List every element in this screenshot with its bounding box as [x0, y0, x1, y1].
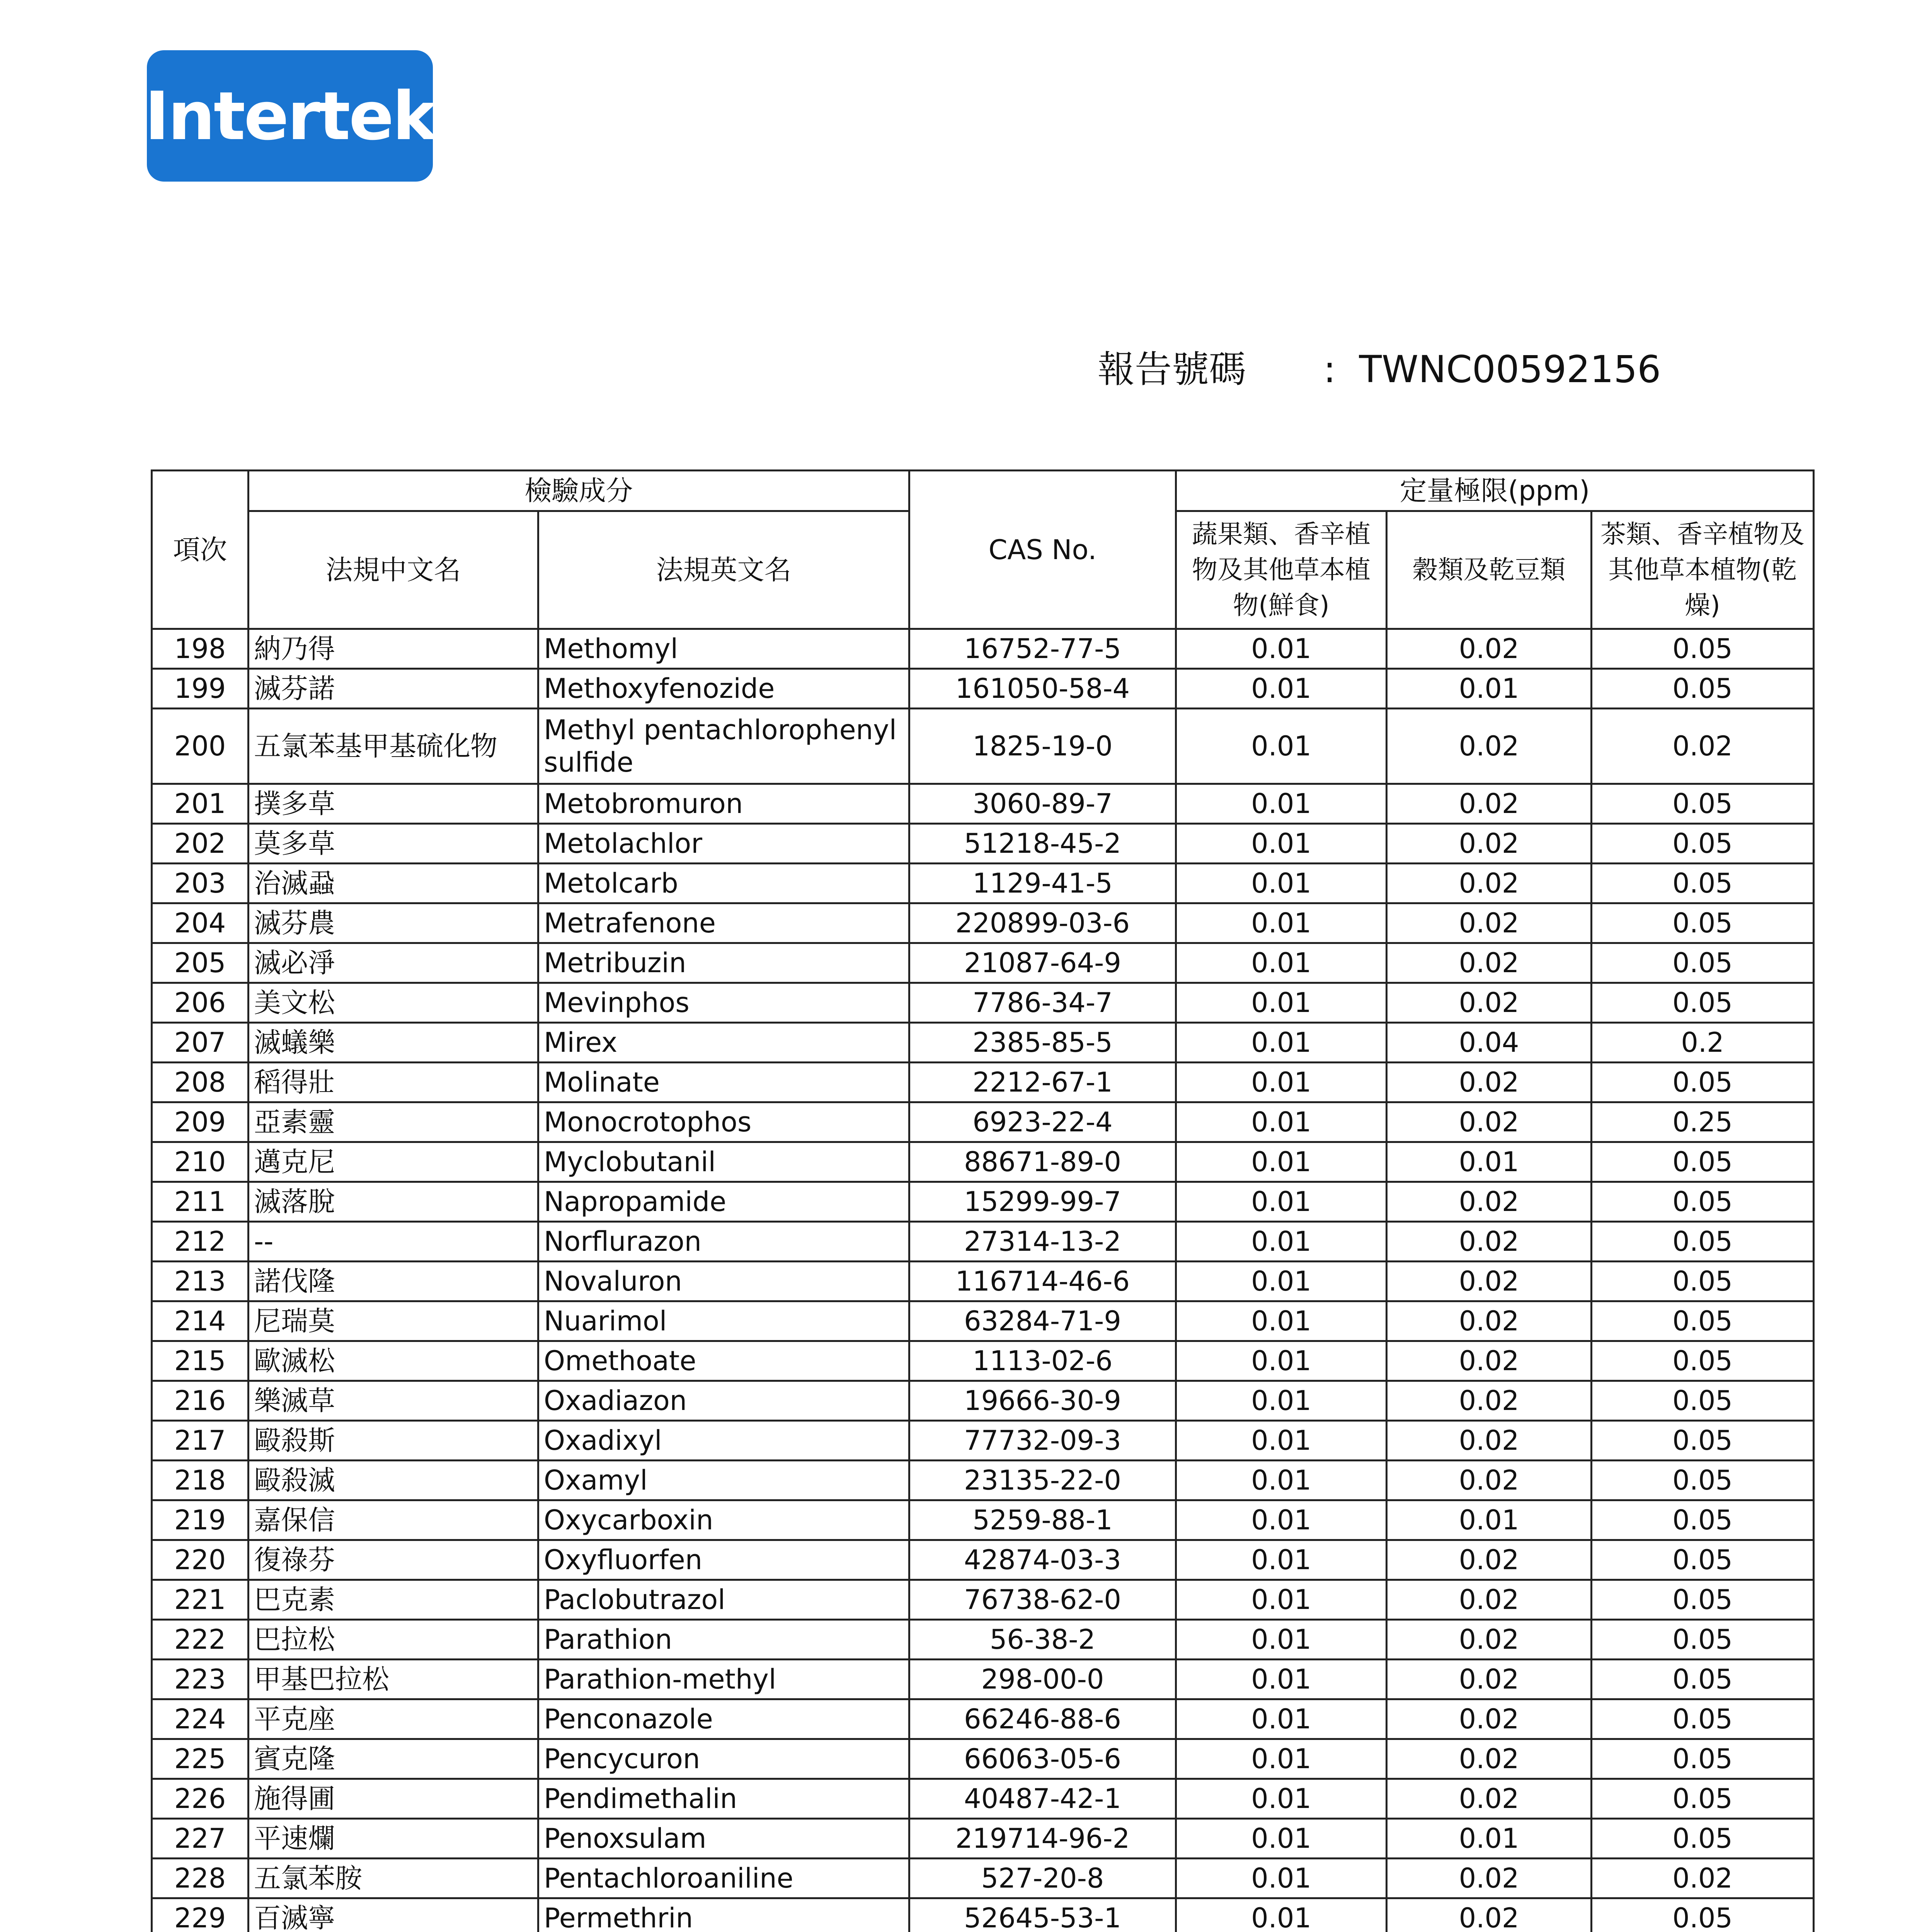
table-row	[152, 1142, 1814, 1182]
en-name: Metobromuron	[538, 784, 909, 824]
zh-name: 巴克素	[249, 1580, 538, 1620]
item-number: 227	[152, 1819, 249, 1859]
table-row	[152, 1500, 1814, 1540]
limit-tea: 0.05	[1592, 864, 1814, 903]
results-table	[151, 469, 1815, 1932]
table-row	[152, 1421, 1814, 1461]
limit-vegetables: 0.01	[1176, 1620, 1387, 1660]
item-number: 200	[152, 709, 249, 784]
zh-name: 五氯苯基甲基硫化物	[249, 709, 538, 784]
limit-vegetables: 0.01	[1176, 1699, 1387, 1739]
cas-number: 21087-64-9	[909, 943, 1176, 983]
limit-tea: 0.05	[1592, 1819, 1814, 1859]
en-name: Molinate	[538, 1063, 909, 1102]
limit-grains: 0.02	[1387, 1381, 1592, 1421]
cas-number: 66063-05-6	[909, 1739, 1176, 1779]
en-name: Metribuzin	[538, 943, 909, 983]
zh-name: 樂滅草	[249, 1381, 538, 1421]
limit-grains: 0.02	[1387, 1739, 1592, 1779]
table-row	[152, 1699, 1814, 1739]
limit-grains: 0.02	[1387, 1620, 1592, 1660]
item-number: 206	[152, 983, 249, 1023]
limit-vegetables: 0.01	[1176, 864, 1387, 903]
cas-number: 66246-88-6	[909, 1699, 1176, 1739]
header-quant-limit: 定量極限(ppm)	[1176, 471, 1814, 511]
limit-vegetables: 0.01	[1176, 1063, 1387, 1102]
limit-tea: 0.05	[1592, 784, 1814, 824]
header-test-component: 檢驗成分	[249, 471, 909, 511]
en-name: Omethoate	[538, 1341, 909, 1381]
limit-vegetables: 0.01	[1176, 1580, 1387, 1620]
item-number: 223	[152, 1660, 249, 1699]
limit-tea: 0.02	[1592, 709, 1814, 784]
limit-grains: 0.02	[1387, 1301, 1592, 1341]
limit-grains: 0.02	[1387, 1341, 1592, 1381]
en-name: Metolcarb	[538, 864, 909, 903]
limit-vegetables: 0.01	[1176, 943, 1387, 983]
limit-grains: 0.02	[1387, 1102, 1592, 1142]
table-row	[152, 1023, 1814, 1063]
cas-number: 1113-02-6	[909, 1341, 1176, 1381]
limit-grains: 0.02	[1387, 1262, 1592, 1301]
item-number: 224	[152, 1699, 249, 1739]
limit-tea: 0.05	[1592, 1341, 1814, 1381]
zh-name: 亞素靈	[249, 1102, 538, 1142]
limit-tea: 0.05	[1592, 1301, 1814, 1341]
zh-name: 美文松	[249, 983, 538, 1023]
en-name: Metolachlor	[538, 824, 909, 864]
limit-tea: 0.05	[1592, 824, 1814, 864]
cas-number: 527-20-8	[909, 1859, 1176, 1898]
cas-number: 77732-09-3	[909, 1421, 1176, 1461]
table-row	[152, 1540, 1814, 1580]
limit-vegetables: 0.01	[1176, 983, 1387, 1023]
limit-tea: 0.05	[1592, 903, 1814, 943]
report-number-value: TWNC00592156	[1359, 348, 1661, 391]
table-row	[152, 824, 1814, 864]
report-number-colon: :	[1323, 348, 1336, 391]
item-number: 213	[152, 1262, 249, 1301]
header-item: 項次	[152, 471, 249, 629]
header-zh-name: 法規中文名	[249, 511, 538, 629]
limit-tea: 0.2	[1592, 1023, 1814, 1063]
cas-number: 1825-19-0	[909, 709, 1176, 784]
item-number: 198	[152, 629, 249, 669]
limit-tea: 0.05	[1592, 1222, 1814, 1262]
table-row	[152, 709, 1814, 784]
limit-vegetables: 0.01	[1176, 1182, 1387, 1222]
limit-vegetables: 0.01	[1176, 1301, 1387, 1341]
en-name: Methomyl	[538, 629, 909, 669]
zh-name: 稻得壯	[249, 1063, 538, 1102]
zh-name: 嘉保信	[249, 1500, 538, 1540]
limit-vegetables: 0.01	[1176, 1500, 1387, 1540]
en-name: Paclobutrazol	[538, 1580, 909, 1620]
limit-vegetables: 0.01	[1176, 1102, 1387, 1142]
item-number: 203	[152, 864, 249, 903]
item-number: 205	[152, 943, 249, 983]
item-number: 207	[152, 1023, 249, 1063]
limit-grains: 0.02	[1387, 784, 1592, 824]
table-row	[152, 1381, 1814, 1421]
table-row	[152, 629, 1814, 669]
header-vegetables: 蔬果類、香辛植物及其他草本植物(鮮食)	[1176, 511, 1387, 629]
item-number: 208	[152, 1063, 249, 1102]
limit-vegetables: 0.01	[1176, 1262, 1387, 1301]
limit-tea: 0.05	[1592, 669, 1814, 709]
table-row	[152, 1262, 1814, 1301]
item-number: 215	[152, 1341, 249, 1381]
limit-grains: 0.02	[1387, 1222, 1592, 1262]
cas-number: 23135-22-0	[909, 1461, 1176, 1500]
cas-number: 116714-46-6	[909, 1262, 1176, 1301]
zh-name: 滅芬農	[249, 903, 538, 943]
header-tea: 茶類、香辛植物及其他草本植物(乾燥)	[1592, 511, 1814, 629]
limit-grains: 0.02	[1387, 1182, 1592, 1222]
item-number: 209	[152, 1102, 249, 1142]
zh-name: 滅芬諾	[249, 669, 538, 709]
cas-number: 63284-71-9	[909, 1301, 1176, 1341]
zh-name: 滅蟻樂	[249, 1023, 538, 1063]
item-number: 222	[152, 1620, 249, 1660]
table-row	[152, 983, 1814, 1023]
limit-vegetables: 0.01	[1176, 1461, 1387, 1500]
limit-tea: 0.05	[1592, 1779, 1814, 1819]
en-name: Oxamyl	[538, 1461, 909, 1500]
item-number: 221	[152, 1580, 249, 1620]
en-name: Oxycarboxin	[538, 1500, 909, 1540]
cas-number: 3060-89-7	[909, 784, 1176, 824]
table-row	[152, 784, 1814, 824]
limit-tea: 0.05	[1592, 1461, 1814, 1500]
header-en-name: 法規英文名	[538, 511, 909, 629]
limit-grains: 0.01	[1387, 1500, 1592, 1540]
en-name: Mirex	[538, 1023, 909, 1063]
en-name: Monocrotophos	[538, 1102, 909, 1142]
zh-name: 賓克隆	[249, 1739, 538, 1779]
cas-number: 15299-99-7	[909, 1182, 1176, 1222]
limit-tea: 0.05	[1592, 1620, 1814, 1660]
limit-grains: 0.02	[1387, 629, 1592, 669]
intertek-logo	[147, 50, 433, 182]
table-row	[152, 943, 1814, 983]
table-row	[152, 1341, 1814, 1381]
limit-tea: 0.05	[1592, 1182, 1814, 1222]
limit-vegetables: 0.01	[1176, 1381, 1387, 1421]
limit-grains: 0.02	[1387, 1421, 1592, 1461]
report-number-line	[1098, 340, 1661, 393]
table-row	[152, 1819, 1814, 1859]
limit-tea: 0.05	[1592, 1580, 1814, 1620]
limit-grains: 0.02	[1387, 1580, 1592, 1620]
en-name: Oxadiazon	[538, 1381, 909, 1421]
cas-number: 76738-62-0	[909, 1580, 1176, 1620]
zh-name: 歐滅松	[249, 1341, 538, 1381]
limit-tea: 0.05	[1592, 1063, 1814, 1102]
limit-vegetables: 0.01	[1176, 1898, 1387, 1932]
zh-name: 毆殺斯	[249, 1421, 538, 1461]
limit-vegetables: 0.01	[1176, 1023, 1387, 1063]
limit-grains: 0.02	[1387, 1461, 1592, 1500]
en-name: Penoxsulam	[538, 1819, 909, 1859]
cas-number: 219714-96-2	[909, 1819, 1176, 1859]
table-row	[152, 864, 1814, 903]
table-row	[152, 903, 1814, 943]
item-number: 219	[152, 1500, 249, 1540]
zh-name: 施得圃	[249, 1779, 538, 1819]
item-number: 220	[152, 1540, 249, 1580]
cas-number: 220899-03-6	[909, 903, 1176, 943]
table-row	[152, 1620, 1814, 1660]
item-number: 211	[152, 1182, 249, 1222]
en-name: Novaluron	[538, 1262, 909, 1301]
limit-vegetables: 0.01	[1176, 1341, 1387, 1381]
header-grains: 穀類及乾豆類	[1387, 511, 1592, 629]
cas-number: 42874-03-3	[909, 1540, 1176, 1580]
item-number: 218	[152, 1461, 249, 1500]
en-name: Pendimethalin	[538, 1779, 909, 1819]
zh-name: 滅必淨	[249, 943, 538, 983]
limit-vegetables: 0.01	[1176, 1421, 1387, 1461]
limit-grains: 0.02	[1387, 864, 1592, 903]
limit-vegetables: 0.01	[1176, 669, 1387, 709]
en-name: Permethrin	[538, 1898, 909, 1932]
en-name: Norflurazon	[538, 1222, 909, 1262]
limit-tea: 0.05	[1592, 1660, 1814, 1699]
zh-name: 平速爛	[249, 1819, 538, 1859]
logo-text: Intertek	[145, 77, 435, 155]
limit-tea: 0.05	[1592, 983, 1814, 1023]
zh-name: 莫多草	[249, 824, 538, 864]
table-row	[152, 1063, 1814, 1102]
limit-vegetables: 0.01	[1176, 629, 1387, 669]
limit-grains: 0.01	[1387, 1819, 1592, 1859]
limit-vegetables: 0.01	[1176, 1779, 1387, 1819]
table-row	[152, 1898, 1814, 1932]
cas-number: 298-00-0	[909, 1660, 1176, 1699]
zh-name: --	[249, 1222, 538, 1262]
limit-tea: 0.05	[1592, 1500, 1814, 1540]
limit-tea: 0.25	[1592, 1102, 1814, 1142]
limit-tea: 0.05	[1592, 1540, 1814, 1580]
zh-name: 甲基巴拉松	[249, 1660, 538, 1699]
limit-grains: 0.02	[1387, 1660, 1592, 1699]
zh-name: 五氯苯胺	[249, 1859, 538, 1898]
limit-vegetables: 0.01	[1176, 784, 1387, 824]
zh-name: 毆殺滅	[249, 1461, 538, 1500]
limit-tea: 0.05	[1592, 1262, 1814, 1301]
cas-number: 27314-13-2	[909, 1222, 1176, 1262]
limit-grains: 0.02	[1387, 1063, 1592, 1102]
en-name: Penconazole	[538, 1699, 909, 1739]
limit-grains: 0.02	[1387, 983, 1592, 1023]
zh-name: 治滅蝨	[249, 864, 538, 903]
table-row	[152, 1102, 1814, 1142]
zh-name: 尼瑞莫	[249, 1301, 538, 1341]
en-name: Mevinphos	[538, 983, 909, 1023]
limit-tea: 0.05	[1592, 943, 1814, 983]
en-name: Methyl pentachlorophenyl sulfide	[538, 709, 909, 784]
zh-name: 巴拉松	[249, 1620, 538, 1660]
limit-tea: 0.05	[1592, 1699, 1814, 1739]
table-row	[152, 1739, 1814, 1779]
item-number: 204	[152, 903, 249, 943]
table-row	[152, 1660, 1814, 1699]
en-name: Oxyfluorfen	[538, 1540, 909, 1580]
item-number: 228	[152, 1859, 249, 1898]
table-row	[152, 669, 1814, 709]
limit-tea: 0.05	[1592, 1739, 1814, 1779]
limit-vegetables: 0.01	[1176, 709, 1387, 784]
limit-vegetables: 0.01	[1176, 1142, 1387, 1182]
limit-grains: 0.01	[1387, 669, 1592, 709]
table-row	[152, 1461, 1814, 1500]
item-number: 210	[152, 1142, 249, 1182]
limit-vegetables: 0.01	[1176, 824, 1387, 864]
limit-tea: 0.05	[1592, 629, 1814, 669]
table-row	[152, 1859, 1814, 1898]
en-name: Methoxyfenozide	[538, 669, 909, 709]
cas-number: 161050-58-4	[909, 669, 1176, 709]
results-table-body	[152, 629, 1814, 1932]
cas-number: 2212-67-1	[909, 1063, 1176, 1102]
item-number: 229	[152, 1898, 249, 1932]
item-number: 214	[152, 1301, 249, 1341]
item-number: 217	[152, 1421, 249, 1461]
limit-grains: 0.02	[1387, 1779, 1592, 1819]
limit-grains: 0.02	[1387, 1540, 1592, 1580]
cas-number: 16752-77-5	[909, 629, 1176, 669]
en-name: Parathion-methyl	[538, 1660, 909, 1699]
table-row	[152, 1222, 1814, 1262]
zh-name: 諾伐隆	[249, 1262, 538, 1301]
limit-grains: 0.02	[1387, 824, 1592, 864]
en-name: Pencycuron	[538, 1739, 909, 1779]
item-number: 212	[152, 1222, 249, 1262]
en-name: Napropamide	[538, 1182, 909, 1222]
limit-grains: 0.01	[1387, 1142, 1592, 1182]
table-row	[152, 1580, 1814, 1620]
limit-tea: 0.02	[1592, 1859, 1814, 1898]
cas-number: 19666-30-9	[909, 1381, 1176, 1421]
limit-tea: 0.05	[1592, 1421, 1814, 1461]
limit-vegetables: 0.01	[1176, 1660, 1387, 1699]
zh-name: 復祿芬	[249, 1540, 538, 1580]
report-number-label: 報告號碼	[1098, 348, 1246, 391]
limit-vegetables: 0.01	[1176, 1819, 1387, 1859]
cas-number: 1129-41-5	[909, 864, 1176, 903]
zh-name: 邁克尼	[249, 1142, 538, 1182]
table-row	[152, 1301, 1814, 1341]
item-number: 202	[152, 824, 249, 864]
limit-grains: 0.04	[1387, 1023, 1592, 1063]
limit-grains: 0.02	[1387, 903, 1592, 943]
limit-vegetables: 0.01	[1176, 1540, 1387, 1580]
limit-grains: 0.02	[1387, 1859, 1592, 1898]
cas-number: 56-38-2	[909, 1620, 1176, 1660]
cas-number: 6923-22-4	[909, 1102, 1176, 1142]
limit-tea: 0.05	[1592, 1381, 1814, 1421]
limit-grains: 0.02	[1387, 1699, 1592, 1739]
en-name: Pentachloroaniline	[538, 1859, 909, 1898]
limit-tea: 0.05	[1592, 1142, 1814, 1182]
cas-number: 5259-88-1	[909, 1500, 1176, 1540]
table-row	[152, 1779, 1814, 1819]
zh-name: 納乃得	[249, 629, 538, 669]
en-name: Parathion	[538, 1620, 909, 1660]
limit-grains: 0.02	[1387, 1898, 1592, 1932]
zh-name: 百滅寧	[249, 1898, 538, 1932]
limit-vegetables: 0.01	[1176, 903, 1387, 943]
item-number: 216	[152, 1381, 249, 1421]
limit-vegetables: 0.01	[1176, 1739, 1387, 1779]
limit-vegetables: 0.01	[1176, 1859, 1387, 1898]
en-name: Myclobutanil	[538, 1142, 909, 1182]
cas-number: 40487-42-1	[909, 1779, 1176, 1819]
cas-number: 88671-89-0	[909, 1142, 1176, 1182]
limit-vegetables: 0.01	[1176, 1222, 1387, 1262]
item-number: 226	[152, 1779, 249, 1819]
zh-name: 撲多草	[249, 784, 538, 824]
item-number: 225	[152, 1739, 249, 1779]
limit-tea: 0.05	[1592, 1898, 1814, 1932]
zh-name: 平克座	[249, 1699, 538, 1739]
item-number: 199	[152, 669, 249, 709]
table-row	[152, 1182, 1814, 1222]
cas-number: 2385-85-5	[909, 1023, 1176, 1063]
en-name: Metrafenone	[538, 903, 909, 943]
item-number: 201	[152, 784, 249, 824]
limit-grains: 0.02	[1387, 709, 1592, 784]
en-name: Oxadixyl	[538, 1421, 909, 1461]
limit-grains: 0.02	[1387, 943, 1592, 983]
cas-number: 7786-34-7	[909, 983, 1176, 1023]
cas-number: 51218-45-2	[909, 824, 1176, 864]
cas-number: 52645-53-1	[909, 1898, 1176, 1932]
zh-name: 滅落脫	[249, 1182, 538, 1222]
header-cas: CAS No.	[909, 471, 1176, 629]
en-name: Nuarimol	[538, 1301, 909, 1341]
